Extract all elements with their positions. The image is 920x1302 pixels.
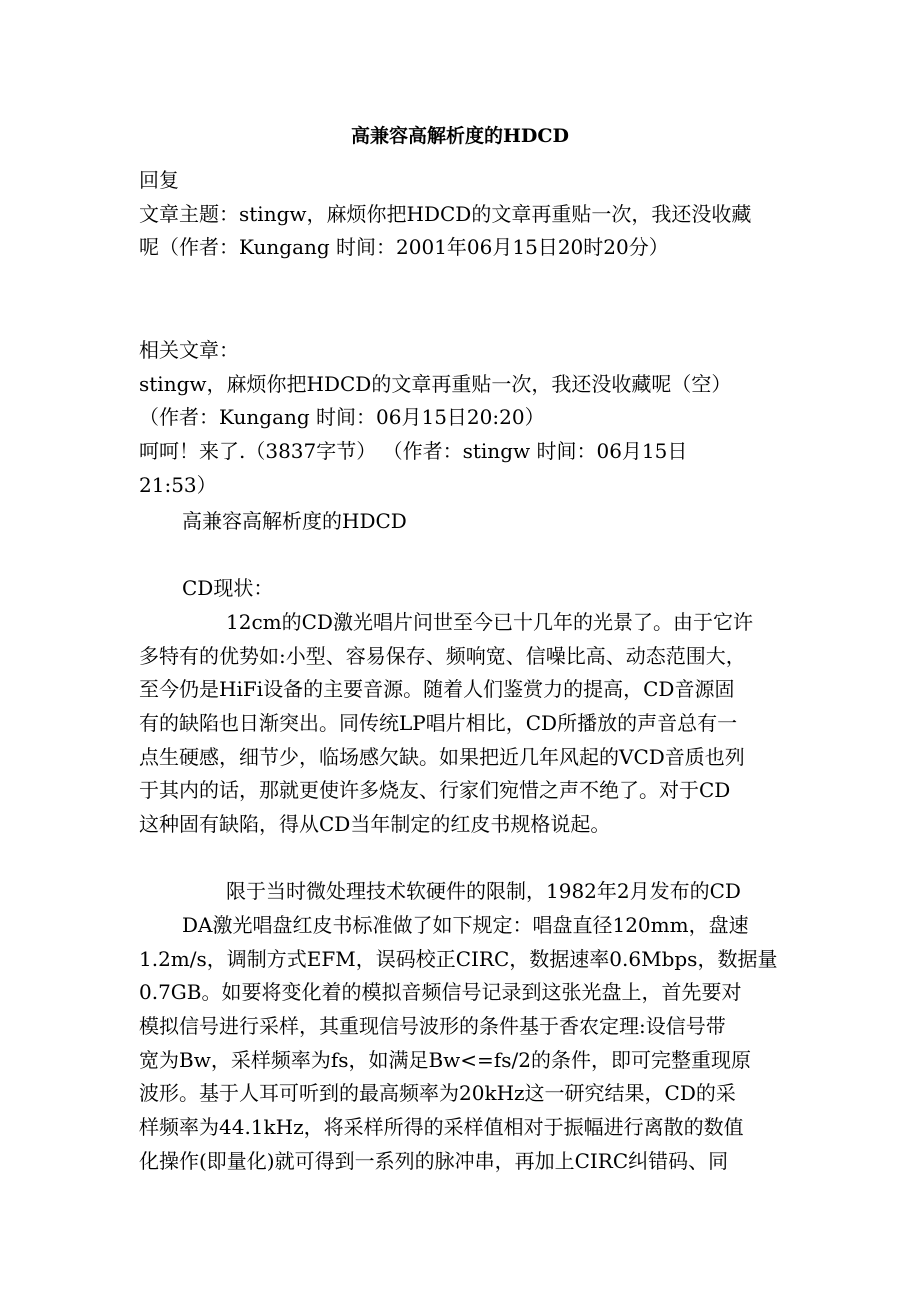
article-subtitle: 高兼容高解析度的HDCD	[182, 509, 407, 533]
paragraph-2-line: 限于当时微处理技术软硬件的限制，1982年2月发布的CD	[226, 879, 741, 903]
paragraph-2-line: 化操作(即量化)就可得到一系列的脉冲串，再加上CIRC纠错码、同	[139, 1149, 729, 1173]
paragraph-2-line: 模拟信号进行采样，其重现信号波形的条件基于香农定理:设信号带	[139, 1014, 726, 1038]
paragraph-1-line: 这种固有缺陷，得从CD当年制定的红皮书规格说起。	[139, 812, 611, 836]
paragraph-1-line: 12cm的CD激光唱片问世至今已十几年的光景了。由于它许	[226, 610, 753, 634]
paragraph-2-line: 0.7GB。如要将变化着的模拟音频信号记录到这张光盘上，首先要对	[139, 980, 742, 1004]
paragraph-1-line: 有的缺陷也日渐突出。同传统LP唱片相比，CD所播放的声音总有一	[139, 711, 738, 735]
related-item-1-line-2: （作者：Kungang 时间：06月15日20:20）	[139, 405, 545, 429]
paragraph-1-line: 多特有的优势如:小型、容易保存、频响宽、信噪比高、动态范围大，	[139, 644, 746, 668]
paragraph-1-line: 点生硬感，细节少，临场感欠缺。如果把近几年风起的VCD音质也列	[139, 745, 745, 769]
topic-line-1: 文章主题：stingw，麻烦你把HDCD的文章再重贴一次，我还没收藏	[139, 202, 752, 226]
related-label: 相关文章：	[139, 338, 239, 362]
related-item-1-line-1[interactable]: stingw，麻烦你把HDCD的文章再重贴一次，我还没收藏呢（空）	[139, 372, 732, 396]
paragraph-2-line: 1.2m/s，调制方式EFM，误码校正CIRC，数据速率0.6Mbps，数据量	[139, 947, 778, 971]
paragraph-1-line: 至今仍是HiFi设备的主要音源。随着人们鉴赏力的提高，CD音源固	[139, 677, 735, 701]
reply-label: 回复	[139, 168, 179, 192]
paragraph-1-line: 于其内的话，那就更使许多烧友、行家们宛惜之声不绝了。对于CD	[139, 778, 731, 802]
document-title: 高兼容高解析度的HDCD	[350, 125, 570, 147]
related-item-2-line-1[interactable]: 呵呵！来了.（3837字节） （作者：stingw 时间：06月15日	[139, 439, 688, 463]
topic-line-2: 呢（作者：Kungang 时间：2001年06月15日20时20分）	[139, 235, 669, 259]
paragraph-2-line: 宽为Bw，采样频率为fs，如满足Bw<=fs/2的条件，即可完整重现原	[139, 1048, 751, 1072]
related-item-2-line-2: 21:53）	[139, 473, 217, 497]
paragraph-2-line: 样频率为44.1kHz，将采样所得的采样值相对于振幅进行离散的数值	[139, 1115, 744, 1139]
section-heading: CD现状：	[182, 576, 274, 600]
paragraph-2-line: 波形。基于人耳可听到的最高频率为20kHz这一研究结果，CD的采	[139, 1081, 736, 1105]
paragraph-2-line: DA激光唱盘红皮书标准做了如下规定：唱盘直径120mm，盘速	[182, 913, 749, 937]
